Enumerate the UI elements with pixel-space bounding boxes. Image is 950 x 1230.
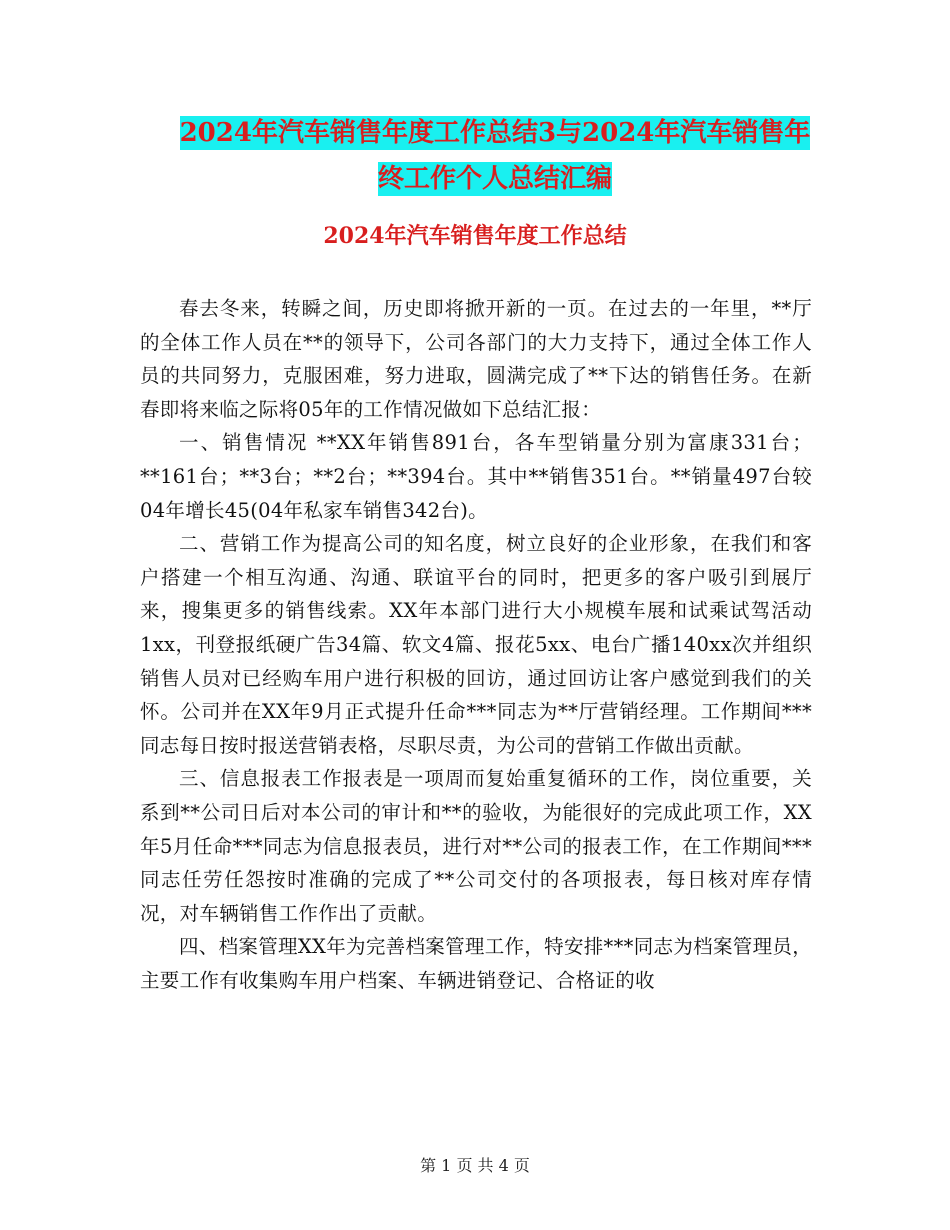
section-title: 2024年汽车销售年度工作总结 <box>323 223 627 249</box>
paragraph-marketing: 二、营销工作为提高公司的知名度，树立良好的企业形象，在我们和客户搭建一个相互沟通、沟通、联谊平台的同时，把更多的客户吸引到展厅来，搜集更多的销售线索。XX年本部门进行大小规模车展和试乘试驾活动1xx，刊登报纸硬广告34篇、软文4篇、报花5xx、电台广播140xx次并组织销售人员对已经购车用户进行积极的回访，通过回访让客户感觉到我们的关怀。公司并在XX年9月正式提升任命***同志为**厅营销经理。工作期间***同志每日按时报送营销表格，尽职尽责，为公司的营销工作做出贡献。 <box>140 532 812 757</box>
document-title-line-1: 2024年汽车销售年度工作总结3与2024年汽车销售年 <box>179 118 811 148</box>
document-title-line-2: 终工作个人总结汇编 <box>377 164 612 194</box>
page-footer: 第 1 页 共 4 页 <box>420 1156 530 1175</box>
paragraph-sales: 一、销售情况 **XX年销售891台，各车型销量分别为富康331台；**161台；**3台；**2台；**394台。其中**销售351台。**销量497台较04年增长45(04年私家车销售342台)。 <box>140 431 813 522</box>
paragraph-archives: 四、档案管理XX年为完善档案管理工作，特安排***同志为档案管理员，主要工作有收集购车用户档案、车辆进销登记、合格证的收 <box>140 935 812 992</box>
paragraph-reports: 三、信息报表工作报表是一项周而复始重复循环的工作，岗位重要，关系到**公司日后对本公司的审计和**的验收，为能很好的完成此项工作，XX年5月任命***同志为信息报表员，进行对**公司的报表工作，在工作期间***同志任劳任怨按时准确的完成了**公司交付的各项报表，每日核对库存情况，对车辆销售工作作出了贡献。 <box>140 767 812 925</box>
paragraph-intro: 春去冬来，转瞬之间，历史即将掀开新的一页。在过去的一年里，**厅的全体工作人员在**的领导下，公司各部门的大力支持下，通过全体工作人员的共同努力，克服困难，努力进取，圆满完成了**下达的销售任务。在新春即将来临之际将05年的工作情况做如下总结汇报： <box>140 297 812 421</box>
document-body <box>140 292 812 997</box>
document-title <box>140 110 850 202</box>
